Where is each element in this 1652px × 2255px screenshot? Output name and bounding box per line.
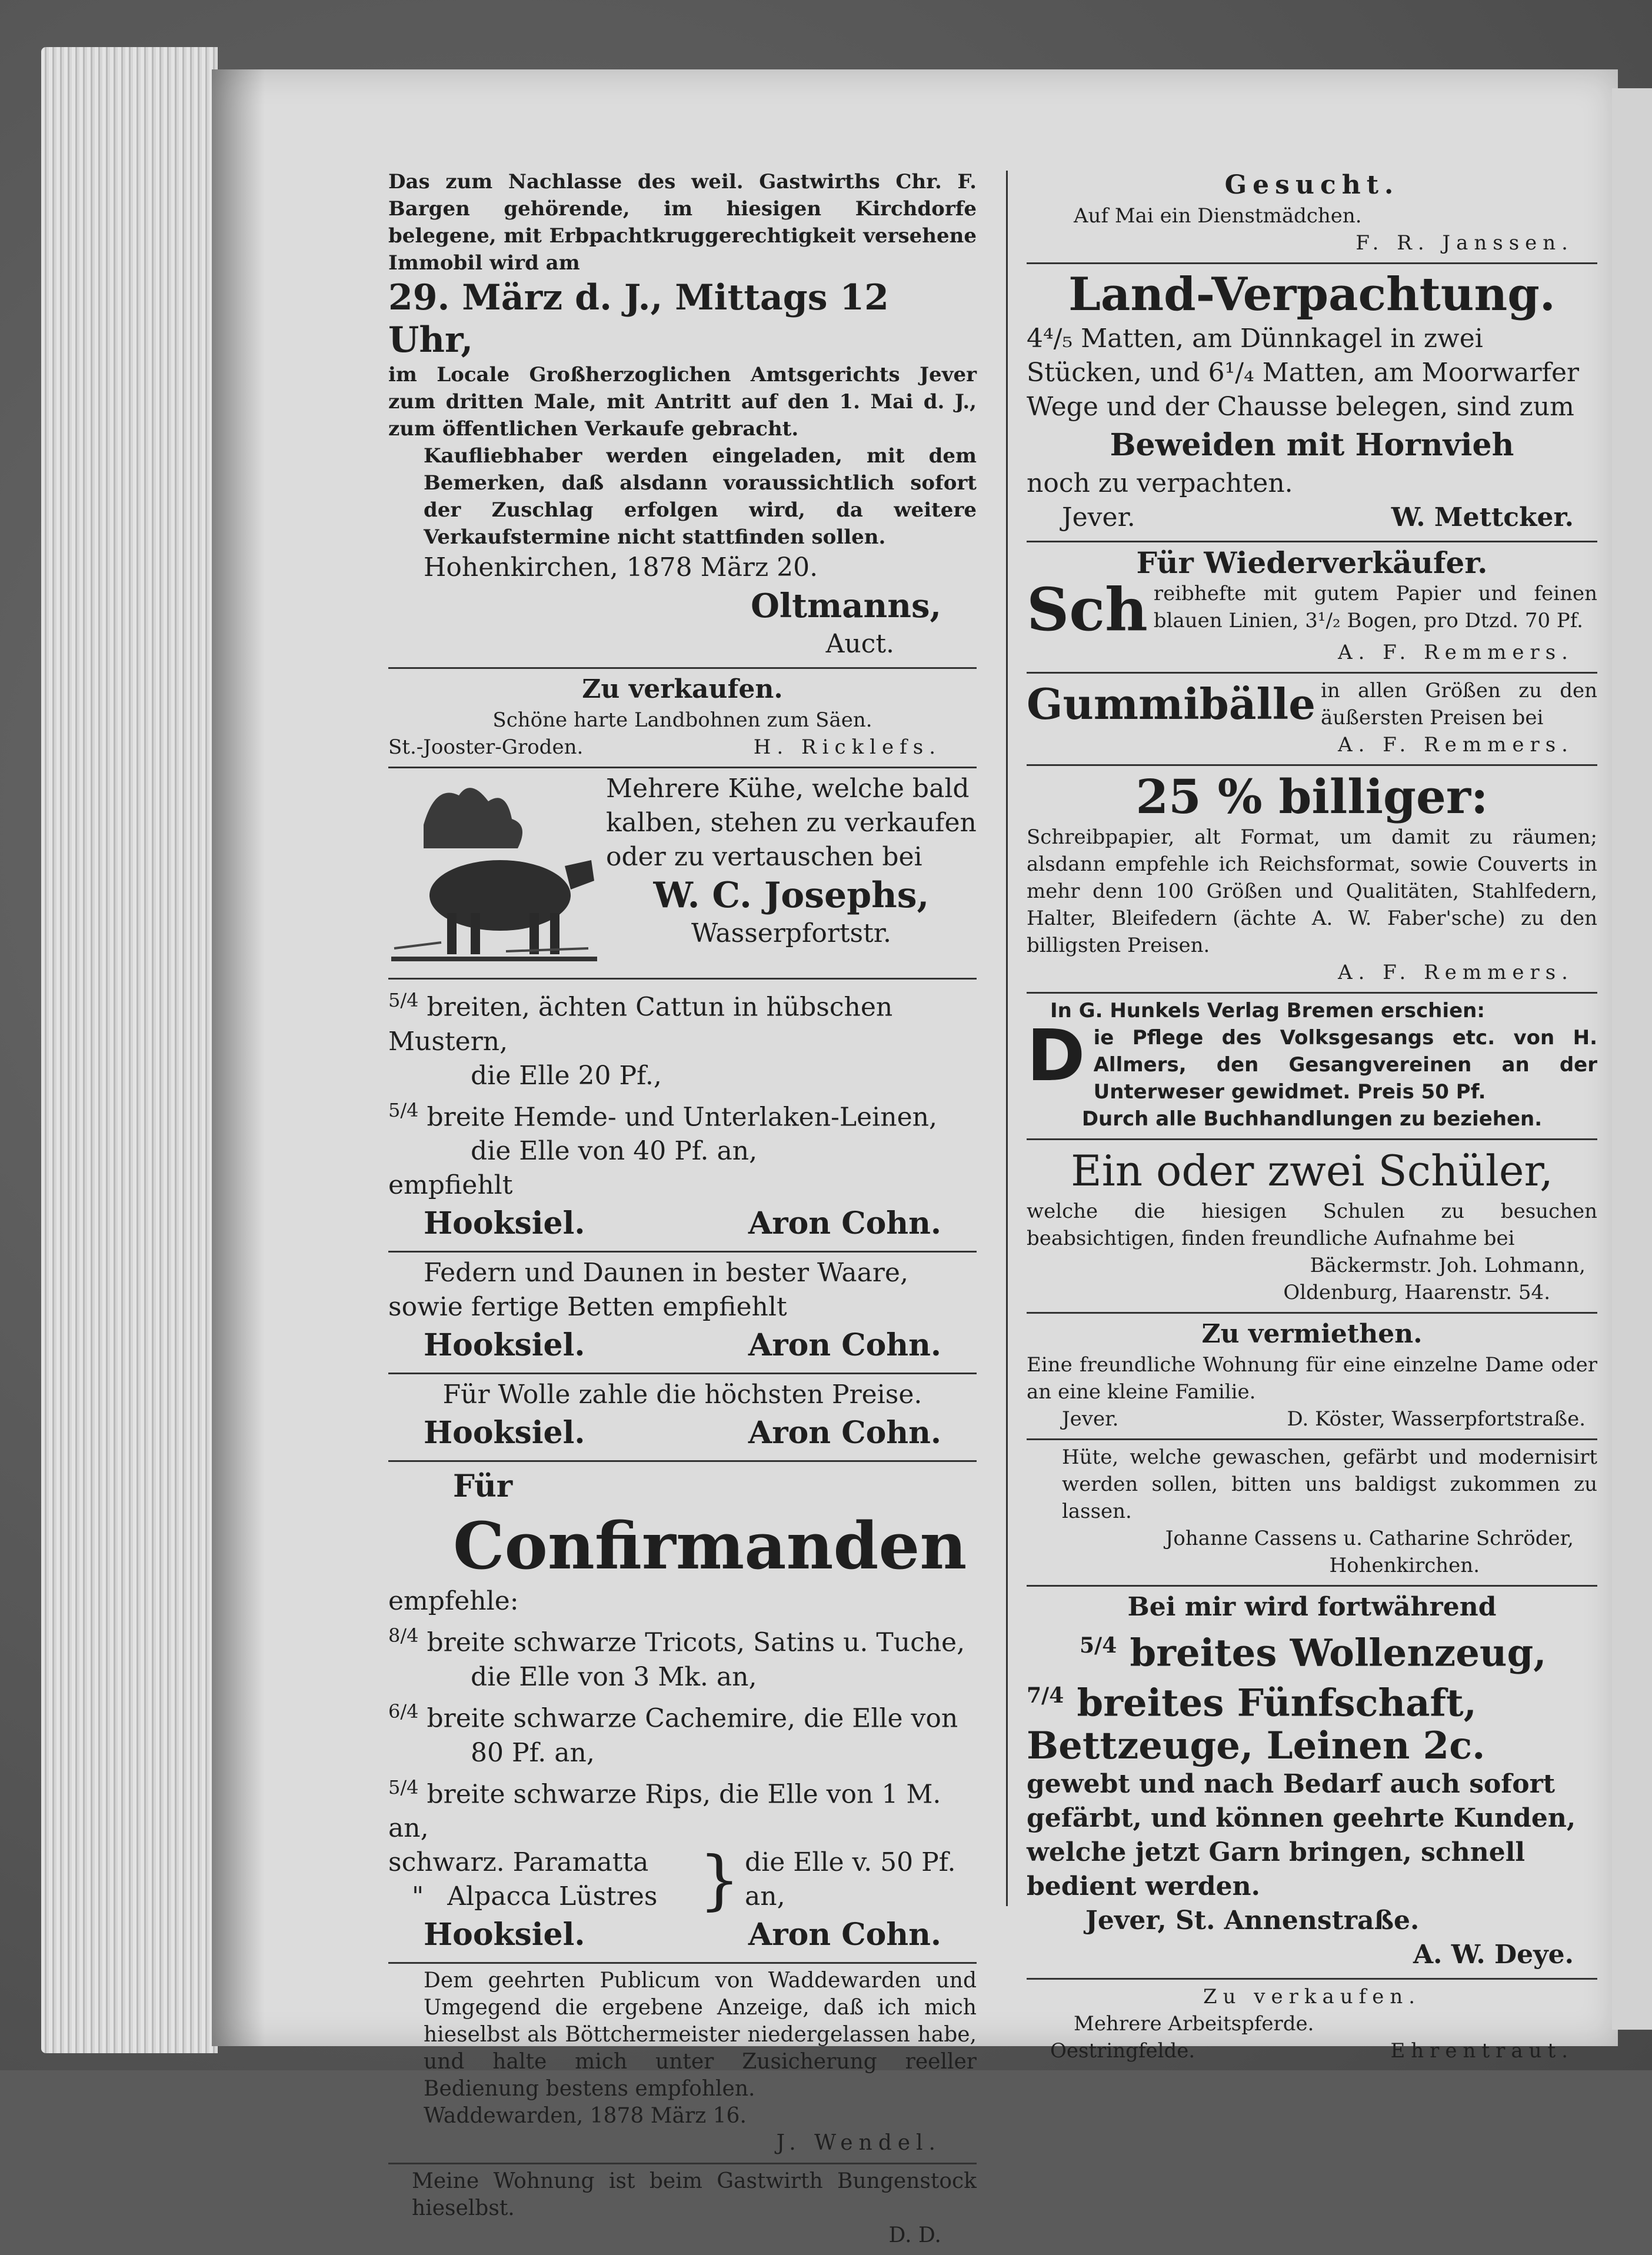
ad-signature: J. Wendel.: [776, 2131, 941, 2156]
ad-text: breite schwarze Rips, die Elle von 1 M. an,: [388, 1779, 941, 1844]
ad-text: breite schwarze Tricots, Satins u. Tuche,: [427, 1627, 965, 1658]
ad-heading: Zu vermiethen.: [1201, 1319, 1423, 1349]
ad-bungenstock: [388, 2164, 977, 2255]
ad-place: Hooksiel.: [424, 1205, 585, 1242]
ad-text: Meine Wohnung ist beim Gastwirth Bungenstock hieselbst.: [412, 2169, 977, 2221]
ad-signature: Oltmanns,: [751, 587, 941, 625]
ad-heading: Gummibälle: [1027, 679, 1316, 729]
ad-vermiethen: [1027, 1314, 1597, 1440]
ad-place-date: Waddewarden, 1878 März 16.: [424, 2104, 747, 2129]
ad-text: Dem geehrten Publicum von Waddewarden und Umgegend die ergebene Anzeige, daß ich mich hieselbst als Böttchermeister niedergelassen habe, und halte mich unter Zusicherung reeller Bedienung bestens empfohlen.: [424, 1968, 977, 2101]
ad-signature: A. F. Remmers.: [1338, 961, 1574, 984]
ad-text: Kaufliebhaber werden eingeladen, mit dem Bemerken, daß alsdann voraussichtlich sofort der Zuschlag erfolgen wird, da weitere Verkaufstermine nicht stattfinden sollen.: [424, 444, 977, 549]
ad-text: Schreibpapier, alt Format, um damit zu räumen; alsdann empfehle ich Reichsformat, sowie Couverts in mehr denn 100 Größen und Qualitäten, Stahlfedern, Halter, Bleifedern (ächte A. W. Faber'sche) zu den billigsten Preisen.: [1027, 825, 1597, 957]
ad-heading: Für Wiederverkäufer.: [1136, 545, 1488, 580]
ad-dropcap: D: [1027, 1015, 1085, 1097]
ad-heading: Confirmanden: [453, 1508, 967, 1584]
ad-text: Mehrere Kühe, welche bald kalben, stehen zu verkaufen oder zu vertauschen bei: [606, 774, 977, 872]
fraction: 6/4: [388, 1700, 419, 1723]
ad-text: 80 Pf. an,: [471, 1737, 595, 1768]
ad-place: Jever.: [1062, 1407, 1119, 1431]
ad-gesucht: [1027, 165, 1597, 264]
ad-signature: Aron Cohn.: [748, 1415, 941, 1451]
fraction: 5/4: [388, 1776, 419, 1798]
ad-cattun: [388, 980, 977, 1253]
ad-signature: Bäckermstr. Joh. Lohmann,: [1310, 1254, 1586, 1277]
ad-title: Auct.: [825, 629, 894, 659]
ad-initial: Sch: [1027, 575, 1148, 644]
ad-heading: Zu verkaufen.: [1203, 1984, 1421, 2008]
ad-signature: W. C. Josephs,: [653, 875, 930, 916]
ad-text: Hüte, welche gewaschen, gefärbt und modernisirt werden sollen, bitten uns baldigst zukommen zu lassen.: [1062, 1445, 1597, 1523]
left-column: [388, 165, 977, 2255]
ad-text: Eine freundliche Wohnung für eine einzelne Dame oder an eine kleine Familie.: [1027, 1353, 1597, 1404]
ad-wendel: [388, 1964, 977, 2164]
ad-auction-bargen: [388, 165, 977, 669]
ad-place: Jever, St. Annenstraße.: [1085, 1905, 1420, 1936]
ad-text: im Locale Großherzoglichen Amtsgerichts Jever zum dritten Male, mit Antritt auf den 1. Mai d. J., zum öffentlichen Verkaufe gebracht.: [388, 363, 977, 441]
ad-text: gewebt und nach Bedarf auch sofort gefärbt, und können geehrte Kunden, welche jetzt Garn bringen, schnell bedient werden.: [1027, 1768, 1576, 1901]
ad-federn: [388, 1253, 977, 1374]
ad-wolle: [388, 1374, 977, 1462]
column-rule: [1006, 171, 1008, 1906]
ad-signature: Johanne Cassens u. Catharine Schröder,: [1165, 1527, 1574, 1550]
ad-text: empfehle:: [388, 1586, 519, 1617]
ad-text: Federn und Daunen in bester Waare,: [424, 1258, 908, 1288]
right-column: [1027, 165, 1597, 2070]
ad-signature: D. D.: [888, 2223, 941, 2248]
ad-gummibaelle: [1027, 674, 1597, 766]
ad-text: Auf Mai ein Dienstmädchen.: [1074, 204, 1362, 228]
ad-signature: A. F. Remmers.: [1338, 641, 1574, 664]
ad-text: breite schwarze Cachemire, die Elle von: [427, 1703, 958, 1734]
ad-signature: A. W. Deye.: [1413, 1939, 1574, 1970]
ad-text: reibhefte mit gutem Papier und feinen blauen Linien, 3¹/₂ Bogen, pro Dtzd. 70 Pf.: [1153, 582, 1597, 632]
ad-signature: D. Köster, Wasserpfortstraße.: [1287, 1407, 1586, 1431]
brace: }: [699, 1842, 740, 1918]
book-page-edges: [41, 47, 218, 2053]
ad-text: Durch alle Buchhandlungen zu beziehen.: [1081, 1107, 1543, 1131]
ad-place: Hohenkirchen.: [1329, 1554, 1480, 1577]
adjacent-page-edge: [1612, 88, 1652, 2030]
ad-date: 29. März d. J., Mittags 12 Uhr,: [388, 277, 889, 361]
ad-text: 4⁴/₅ Matten, am Dünnkagel in zwei Stücken, und 6¹/₄ Matten, am Moorwarfer Wege und der Chausse belegen, sind zum: [1027, 324, 1580, 422]
fraction: 5/4: [388, 1098, 419, 1121]
ad-heading: Gesucht.: [1224, 170, 1400, 200]
ad-arbeitspferde: [1027, 1980, 1597, 2070]
ad-place: Jever.: [1062, 502, 1135, 532]
ditto-mark: ": [412, 1881, 424, 1912]
ad-text: die Elle 20 Pf.,: [471, 1060, 662, 1091]
ad-text: Das zum Nachlasse des weil. Gastwirths Chr. F. Bargen gehörende, im hiesigen Kirchdorfe belegene, mit Erbpachtkruggerechtigkeit versehene Immobil wird am: [388, 170, 977, 275]
ad-text: die Elle v. 50 Pf. an,: [745, 1847, 956, 1912]
ad-text: In G. Hunkels Verlag Bremen erschien:: [1050, 999, 1485, 1022]
ad-deye: [1027, 1587, 1597, 1980]
ad-text: schwarz. Paramatta: [388, 1847, 649, 1878]
ad-place: Hooksiel.: [424, 1327, 585, 1364]
ad-text: breite Hemde- und Unterlaken-Leinen,: [427, 1102, 937, 1133]
ad-signature: Aron Cohn.: [748, 1327, 941, 1364]
fraction: 8/4: [388, 1624, 419, 1647]
ad-place: Oestringfelde.: [1050, 2039, 1195, 2063]
ad-signature: A. F. Remmers.: [1338, 733, 1574, 757]
ad-place: Hooksiel.: [424, 1415, 585, 1451]
ad-text: die Elle von 3 Mk. an,: [471, 1661, 757, 1692]
cow-illustration: [388, 772, 600, 972]
ad-signature: Ehrentraut.: [1390, 2039, 1574, 2063]
ad-place-date: Hohenkirchen, 1878 März 20.: [424, 552, 818, 582]
ad-signature: F. R. Janssen.: [1355, 231, 1574, 255]
ad-billiger: [1027, 766, 1597, 994]
ad-heading: 25 % billiger:: [1135, 769, 1488, 824]
ad-text: breites Wollenzeug,: [1130, 1631, 1547, 1676]
ad-text: ie Pflege des Volksgesangs etc. von H. Allmers, den Gesangvereinen an der Unterweser gewidmet. Preis 50 Pf.: [1093, 1026, 1597, 1104]
ad-text: Beweiden mit Hornvieh: [1110, 427, 1514, 463]
ad-kuehe: [388, 768, 977, 980]
ad-text: sowie fertige Betten empfiehlt: [388, 1292, 787, 1323]
ad-heading: Ein oder zwei Schüler,: [1071, 1146, 1553, 1195]
ad-text: Für: [453, 1468, 513, 1505]
ad-text: Bei mir wird fortwährend: [1127, 1592, 1497, 1622]
ad-text: Für Wolle zahle die höchsten Preise.: [442, 1380, 922, 1410]
ad-text: Mehrere Arbeitspferde.: [1074, 2011, 1314, 2036]
ad-text: die Elle von 40 Pf. an,: [471, 1136, 758, 1167]
ad-place: Hooksiel.: [424, 1917, 585, 1953]
ad-landbohnen: [388, 669, 977, 768]
ad-signature: W. Mettcker.: [1391, 502, 1574, 532]
ad-street: Wasserpfortstr.: [691, 918, 891, 948]
ad-text: welche die hiesigen Schulen zu besuchen beabsichtigen, finden freundliche Aufnahme bei: [1027, 1200, 1597, 1250]
ad-signature: H. Ricklefs.: [753, 735, 941, 759]
ad-text: Alpacca Lüstres: [447, 1881, 658, 1912]
ad-heading: Zu verkaufen.: [582, 674, 783, 704]
fraction: 7/4: [1027, 1683, 1064, 1708]
ad-address: Oldenburg, Haarenstr. 54.: [1283, 1281, 1550, 1304]
ad-place: St.-Jooster-Groden.: [388, 735, 584, 759]
ad-huete: [1027, 1440, 1597, 1587]
ad-signature: Aron Cohn.: [748, 1917, 941, 1953]
gutter-shadow: [212, 69, 265, 2046]
ad-confirmanden: [388, 1462, 977, 1964]
ad-wiederverkaeufer: [1027, 542, 1597, 674]
ad-text: noch zu verpachten.: [1027, 468, 1293, 498]
ad-schueler: [1027, 1140, 1597, 1314]
ad-land-verpachtung: [1027, 264, 1597, 542]
ad-text: Schöne harte Landbohnen zum Säen.: [492, 708, 872, 732]
ad-heading: Land-Verpachtung.: [1068, 268, 1556, 321]
fraction: 5/4: [388, 989, 419, 1011]
ad-text: in allen Größen zu den äußersten Preisen bei: [1321, 679, 1597, 730]
ad-text: breites Fünfschaft, Bettzeuge, Leinen 2c.: [1027, 1681, 1486, 1768]
ad-hunkels-verlag: [1027, 994, 1597, 1140]
ad-text: empfiehlt: [388, 1170, 513, 1201]
ad-signature: Aron Cohn.: [748, 1205, 941, 1242]
fraction: 5/4: [1080, 1633, 1117, 1658]
ad-text: breiten, ächten Cattun in hübschen Mustern,: [388, 992, 893, 1057]
